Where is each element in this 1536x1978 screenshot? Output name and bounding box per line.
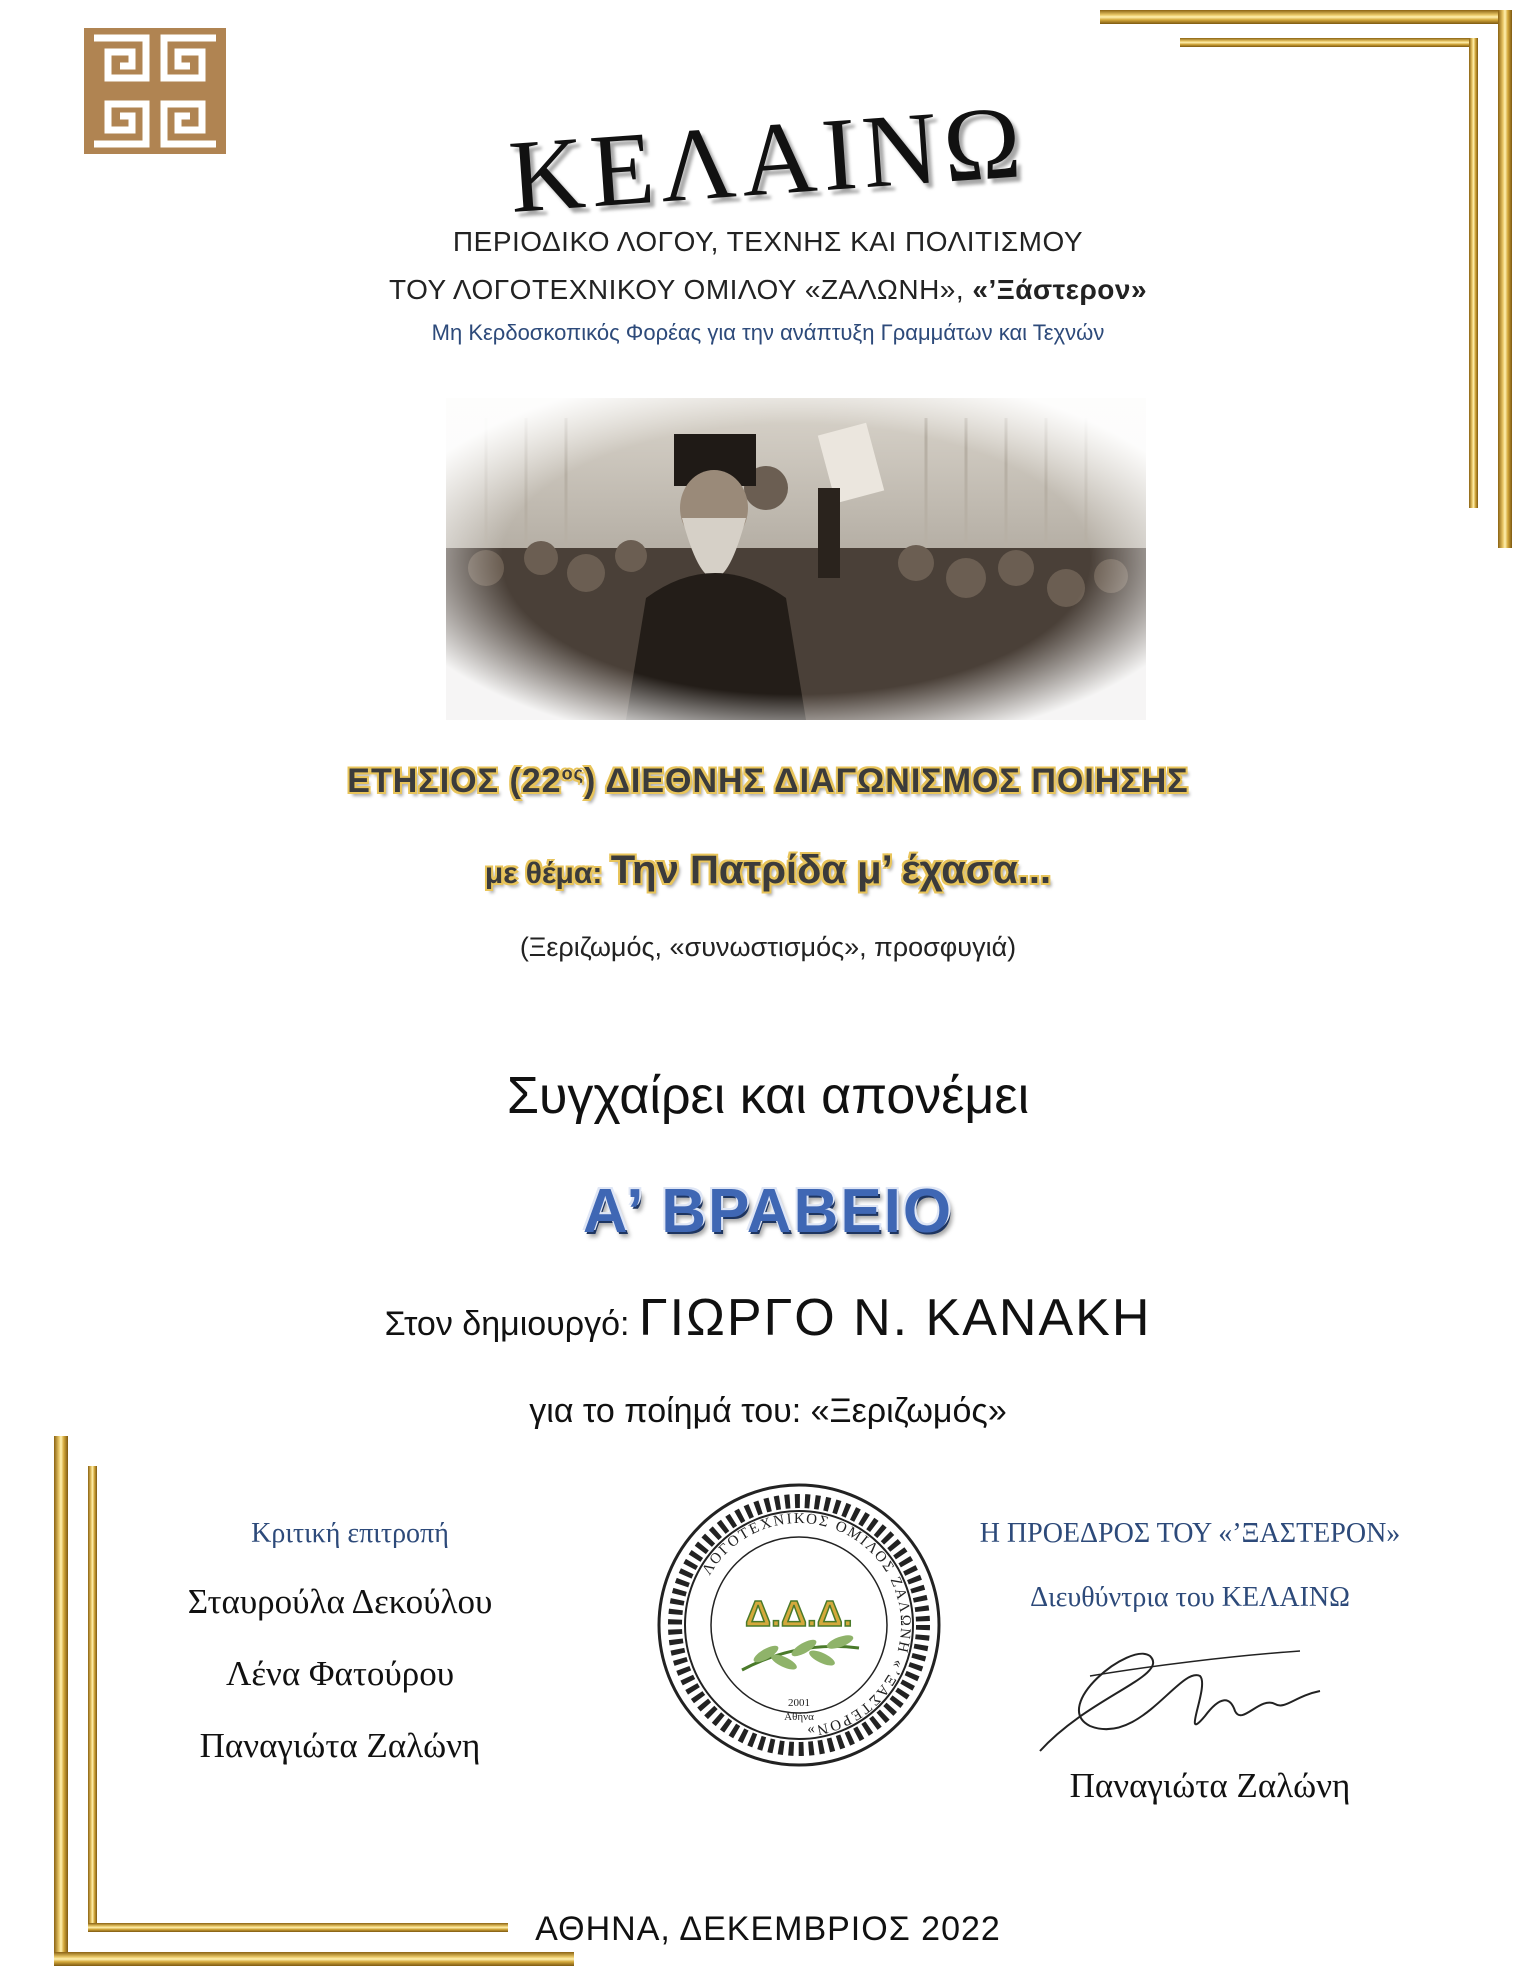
gold-bar-top-outer xyxy=(1100,10,1512,24)
subtitle-line-2-prefix: ΤΟΥ ΛΟΓΟΤΕΧΝΙΚΟΥ ΟΜΙΛΟΥ «ΖΑΛΩΝΗ», xyxy=(388,274,973,305)
president-title: Η ΠΡΟΕΔΡΟΣ ΤΟΥ «’ΞΑΣΤΕΡΟΝ» xyxy=(979,1518,1401,1549)
president-subtitle: Διευθύντρια του ΚΕΛΑΙΝΩ xyxy=(1030,1582,1350,1613)
gold-bar-top-inner xyxy=(1180,38,1478,47)
tagline: Μη Κερδοσκοπικός Φορέας για την ανάπτυξη Γραμμάτων και Τεχνών xyxy=(431,320,1105,345)
contest-theme xyxy=(0,848,1536,893)
congrats-text: Συγχαίρει και απονέμει xyxy=(506,1067,1030,1125)
poem-line: για το ποίημά του: «Ξεριζωμός» xyxy=(529,1392,1007,1430)
contest-title-prefix: ΕΤΗΣΙΟΣ (22 xyxy=(347,762,562,800)
seal-city: Αθήνα xyxy=(784,1711,814,1723)
prize-title: Α’ ΒΡΑΒΕΙΟ xyxy=(582,1177,954,1246)
gold-bar-left-outer xyxy=(54,1436,68,1966)
creator-line xyxy=(0,1288,1536,1348)
president-name: Παναγιώτα Ζαλώνη xyxy=(1069,1766,1351,1805)
committee-member: Λένα Φατούρου xyxy=(225,1654,455,1693)
signature xyxy=(1030,1636,1330,1766)
seal-year: 2001 xyxy=(788,1697,810,1709)
contest-subtheme: (Ξεριζωμός, «συνωστισμός», προσφυγιά) xyxy=(519,932,1017,962)
organization-seal xyxy=(654,1480,944,1770)
masthead-title: ΚΕΛΑΙΝΩ xyxy=(505,84,1031,235)
gold-bar-bottom-outer xyxy=(54,1952,574,1966)
creator-label: Στον δημιουργό: xyxy=(384,1305,639,1343)
committee-member: Σταυρούλα Δεκούλου xyxy=(187,1582,493,1621)
seal-ring-text-path: ΛΟΓΟΤΕΧΝΙΚΟΣ ΟΜΙΛΟΣ ΖΑΛΩΝΗ «’ΞΑΣΤΕΡΟΝ» xyxy=(699,1510,914,1739)
historical-photo xyxy=(446,398,1146,720)
gold-bar-left-inner xyxy=(88,1466,97,1932)
committee-member: Παναγιώτα Ζαλώνη xyxy=(199,1726,481,1765)
contest-theme-text: Την Πατρίδα μ’ έχασα... xyxy=(610,848,1052,892)
creator-name: ΓΙΩΡΓΟ Ν. ΚΑΝΑΚΗ xyxy=(638,1289,1152,1347)
greek-key-logo-icon xyxy=(84,28,226,154)
subtitle-line-1: ΠΕΡΙΟΔΙΚΟ ΛΟΓΟΥ, ΤΕΧΝΗΣ ΚΑΙ ΠΟΛΙΤΙΣΜΟΥ xyxy=(452,226,1084,257)
contest-title-suffix: ) ΔΙΕΘΝΗΣ ΔΙΑΓΩΝΙΣΜΟΣ ΠΟΙΗΣΗΣ xyxy=(583,762,1189,800)
place-date: ΑΘΗΝΑ, ΔΕΚΕΜΒΡΙΟΣ 2022 xyxy=(535,1910,1001,1948)
seal-initials: Δ.Δ.Δ. xyxy=(745,1593,853,1634)
subtitle-line-2 xyxy=(0,274,1536,306)
contest-title xyxy=(0,762,1536,801)
contest-title-ordinal: ος xyxy=(561,763,584,784)
subtitle-line-2-bold: «’Ξάστερον» xyxy=(972,274,1148,305)
committee-title: Κριτική επιτροπή xyxy=(251,1518,449,1549)
contest-theme-prefix: με θέμα: xyxy=(484,857,611,890)
